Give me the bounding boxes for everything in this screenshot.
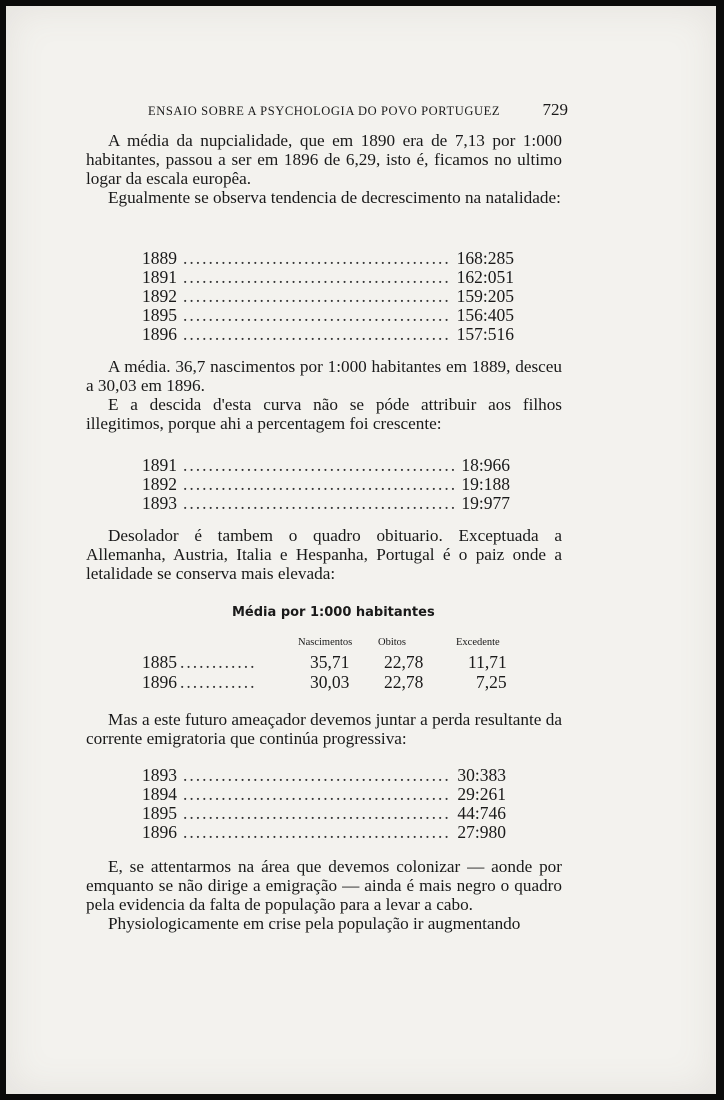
dot-leader: ............ <box>180 652 257 672</box>
paragraph-text: E a descida d'esta curva não se póde attribuir aos filhos illegitimos, porque ahi a percentagem foi crescente: <box>86 395 562 433</box>
dot-leader <box>183 268 451 287</box>
page-number: 729 <box>542 100 568 119</box>
list-item <box>142 804 506 823</box>
paragraph-text: Physiologicamente em crise pela população ir augmentando <box>108 914 521 933</box>
list-item <box>142 306 514 325</box>
year: 1889 <box>142 248 177 268</box>
cell-nascimentos: 35,71 <box>310 652 350 672</box>
value: 29:261 <box>457 784 506 804</box>
cell-obitos: 22,78 <box>384 672 424 692</box>
dot-leader <box>183 456 455 475</box>
list-item <box>142 785 506 804</box>
running-header <box>148 100 568 120</box>
value: 27:980 <box>457 822 506 842</box>
dot-leader <box>183 287 451 306</box>
paragraph-natalidade <box>86 357 562 433</box>
paragraph-text: Mas a este futuro ameaçador devemos juntar a perda resultante da corrente emigratoria que continúa progressiva: <box>86 710 562 748</box>
column-header-obitos: Obitos <box>378 637 407 648</box>
table-row <box>142 672 514 692</box>
year: 1893 <box>142 493 177 513</box>
value: 157:516 <box>456 324 514 344</box>
dot-leader <box>183 785 451 804</box>
paragraph-text: E, se attentarmos na área que devemos colonizar — aonde por emquanto se não dirige a emigração — ainda é mais negro o quadro pela evidencia da falta de população para a levar a cabo. <box>86 857 562 914</box>
value: 18:966 <box>461 455 510 475</box>
year: 1896 <box>142 324 177 344</box>
paragraph-text: Egualmente se observa tendencia de decrescimento na natalidade: <box>108 188 561 207</box>
list-item <box>142 475 510 494</box>
year: 1896 <box>142 822 177 842</box>
running-title: ENSAIO SOBRE A PSYCHOLOGIA DO POVO PORTUGUEZ <box>148 104 501 118</box>
list-item <box>142 268 514 287</box>
value: 162:051 <box>456 267 514 287</box>
column-header-excedente: Excedente <box>456 637 500 648</box>
dot-leader <box>183 325 451 344</box>
value: 159:205 <box>456 286 514 306</box>
cell-obitos: 22,78 <box>384 652 424 672</box>
paragraph-emigracao <box>86 710 562 748</box>
year: 1895 <box>142 803 177 823</box>
paragraph-obituario <box>86 526 562 583</box>
value: 44:746 <box>457 803 506 823</box>
dot-leader <box>183 766 451 785</box>
column-header-nascimentos: Nascimentos <box>298 637 353 648</box>
year: 1885 <box>142 652 177 672</box>
table-title: Média por 1:000 habitantes <box>232 605 435 620</box>
value: 19:977 <box>461 493 510 513</box>
list-item <box>142 249 514 268</box>
dot-leader <box>183 249 451 268</box>
value: 168:285 <box>456 248 514 268</box>
paragraph-colonizacao <box>86 857 562 933</box>
year: 1892 <box>142 474 177 494</box>
dot-leader <box>183 306 451 325</box>
dot-leader <box>183 823 451 842</box>
table-row <box>142 652 514 672</box>
list-item <box>142 456 510 475</box>
cell-excedente: 7,25 <box>476 672 507 692</box>
list-item <box>142 287 514 306</box>
year: 1893 <box>142 765 177 785</box>
paragraph-text: A média da nupcialidade, que em 1890 era de 7,13 por 1:000 habitantes, passou a ser em 1896 de 6,29, isto é, ficamos no ultimo logar da escala europêa. <box>86 131 562 188</box>
dot-leader <box>183 494 455 513</box>
list-item <box>142 494 510 513</box>
year: 1895 <box>142 305 177 325</box>
year: 1892 <box>142 286 177 306</box>
paragraph-text: Desolador é tambem o quadro obituario. Exceptuada a Allemanha, Austria, Italia e Hespanha, Portugal é o paiz onde a letalidade se conserva mais elevada: <box>86 526 562 583</box>
value: 19:188 <box>461 474 510 494</box>
dot-leader <box>183 804 451 823</box>
cell-excedente: 11,71 <box>468 652 507 672</box>
year: 1896 <box>142 672 177 692</box>
year: 1891 <box>142 455 177 475</box>
paragraph-text: A média. 36,7 nascimentos por 1:000 habitantes em 1889, desceu a 30,03 em 1896. <box>86 357 562 395</box>
dot-leader: ............ <box>180 672 257 692</box>
value: 30:383 <box>457 765 506 785</box>
list-item <box>142 766 506 785</box>
year: 1891 <box>142 267 177 287</box>
paragraph-nupcialidade <box>86 131 562 207</box>
dot-leader <box>183 475 455 494</box>
list-item <box>142 325 514 344</box>
list-item <box>142 823 506 842</box>
cell-nascimentos: 30,03 <box>310 672 350 692</box>
value: 156:405 <box>456 305 514 325</box>
year: 1894 <box>142 784 177 804</box>
